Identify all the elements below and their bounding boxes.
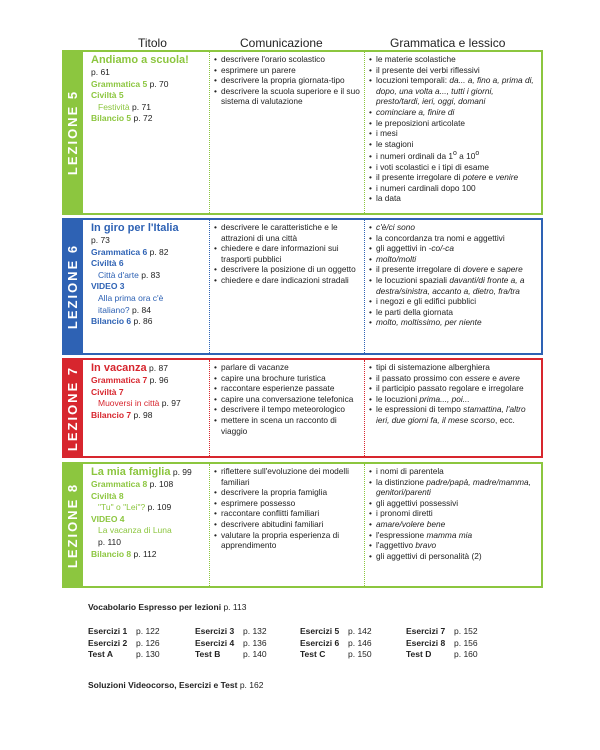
- list-item: • c'è/ci sono: [369, 222, 538, 233]
- civilta-7-subtitle: Muoversi in città: [98, 398, 160, 409]
- list-item: • raccontare esperienze passate: [214, 383, 361, 394]
- grammatica-7-link[interactable]: Grammatica 7: [91, 375, 148, 385]
- list-item: • i nomi di parentela: [369, 466, 538, 477]
- lesson-6-box: [63, 218, 543, 355]
- list-item: • raccontare conflitti familiari: [214, 508, 361, 519]
- list-item: • il presente dei verbi riflessivi: [369, 65, 538, 76]
- list-item: • descrivere abitudini familiari: [214, 519, 361, 530]
- list-item: • amare/volere bene: [369, 519, 538, 530]
- lesson-6-grammar: [364, 220, 541, 353]
- lesson-6-title[interactable]: In giro per l'Italia: [91, 222, 179, 234]
- list-item: • l'aggettivo bravo: [369, 540, 538, 551]
- exercise-link[interactable]: Esercizi 5 p. 142: [300, 626, 372, 636]
- exercise-link[interactable]: Test D p. 160: [406, 649, 478, 659]
- exercise-link[interactable]: Esercizi 7 p. 152: [406, 626, 478, 636]
- bilancio-6-link[interactable]: Bilancio 6: [91, 316, 132, 327]
- lesson-7-title-page: p. 87: [149, 363, 168, 373]
- lesson-7-box: [63, 358, 543, 458]
- lesson-5-tab: LEZIONE 5: [62, 50, 83, 215]
- civilta-5-link[interactable]: Civiltà 5: [91, 90, 124, 101]
- video-4-link[interactable]: VIDEO 4: [91, 513, 125, 524]
- lesson-7-title-column: [91, 361, 209, 421]
- grammatica-7-page: p. 96: [149, 375, 169, 385]
- lesson-5-title-column: [91, 53, 209, 125]
- lesson-5-grammar: [364, 52, 541, 213]
- grammatica-6-page: p. 82: [149, 246, 169, 257]
- header-grammar: Grammatica e lessico: [390, 36, 506, 50]
- exercise-link[interactable]: Test C p. 150: [300, 649, 372, 659]
- list-item: • i pronomi diretti: [369, 508, 538, 519]
- civilta-6-link[interactable]: Civiltà 6: [91, 258, 124, 269]
- lesson-6-title-column: [91, 221, 209, 328]
- exercise-link[interactable]: Test A p. 130: [88, 649, 160, 659]
- lesson-7-tab: LEZIONE 7: [62, 358, 83, 458]
- list-item: • capire una brochure turistica: [214, 373, 361, 384]
- video-4-page: p. 110: [98, 536, 122, 547]
- lesson-5-title[interactable]: Andiamo a scuola!: [91, 54, 189, 66]
- video-3-link[interactable]: VIDEO 3: [91, 281, 125, 292]
- bilancio-5-link[interactable]: Bilancio 5: [91, 113, 132, 124]
- list-item: • l'espressione mamma mia: [369, 530, 538, 541]
- list-item: • descrivere le caratteristiche e le attrazioni di una città: [214, 222, 361, 243]
- civilta-7-page: p. 97: [161, 398, 181, 409]
- list-item: • gli aggettivi possessivi: [369, 498, 538, 509]
- list-item: • parlare di vacanze: [214, 362, 361, 373]
- lesson-5-communication: [209, 52, 364, 213]
- list-item: • valutare la propria esperienza di apprendimento: [214, 530, 361, 551]
- list-item: • i negozi e gli edifici pubblici: [369, 296, 538, 307]
- soluzioni-line[interactable]: Soluzioni Videocorso, Esercizi e Test p. 162: [88, 680, 264, 690]
- exercise-link[interactable]: Esercizi 8 p. 156: [406, 637, 478, 648]
- list-item: • le parti della giornata: [369, 307, 538, 318]
- lesson-5-title-page: p. 61: [91, 67, 110, 77]
- list-item: • le locuzioni prima..., poi...: [369, 394, 538, 405]
- list-item: • le locuzioni spaziali davanti/di fronte a, a destra/sinistra, accanto a, dietro, fra/tra: [369, 275, 538, 296]
- video-4-subtitle: La vacanza di Luna: [98, 525, 172, 536]
- lesson-5-box: [63, 50, 543, 215]
- list-item: • le stagioni: [369, 139, 538, 150]
- list-item: • capire una conversazione telefonica: [214, 394, 361, 405]
- lesson-6-communication: [209, 220, 364, 353]
- header-communication: Comunicazione: [240, 36, 323, 50]
- civilta-5-page: p. 71: [132, 101, 151, 112]
- bilancio-7-page: p. 98: [133, 409, 153, 420]
- list-item: • i mesi: [369, 128, 538, 139]
- list-item: • le preposizioni articolate: [369, 118, 538, 129]
- lesson-6-title-page: p. 73: [91, 235, 110, 245]
- lesson-7-title[interactable]: In vacanza: [91, 362, 147, 374]
- civilta-6-subtitle: Città d'arte: [98, 269, 139, 280]
- list-item: • il presente irregolare di dovere e sapere: [369, 264, 538, 275]
- list-item: • descrivere la posizione di un oggetto: [214, 264, 361, 275]
- bilancio-6-page: p. 86: [133, 316, 153, 327]
- civilta-8-subtitle: "Tu" o "Lei"?: [98, 502, 146, 513]
- bilancio-8-page: p. 112: [133, 548, 157, 559]
- lesson-8-title-page: p. 99: [172, 467, 192, 477]
- lesson-6-tab: LEZIONE 6: [62, 218, 83, 355]
- list-item: • gli aggettivi in -co/-ca: [369, 243, 538, 254]
- list-item: • i numeri cardinali dopo 100: [369, 183, 538, 194]
- grammatica-5-link[interactable]: Grammatica 5: [91, 78, 148, 89]
- civilta-6-page: p. 83: [141, 269, 161, 280]
- list-item: • le espressioni di tempo stamattina, l'altro ieri, due giorni fa, il mese scorso, ecc.: [369, 404, 538, 425]
- grammatica-6-link[interactable]: Grammatica 6: [91, 246, 148, 257]
- exercise-link[interactable]: Esercizi 6 p. 146: [300, 637, 372, 648]
- lesson-8-box: [63, 462, 543, 588]
- civilta-8-link[interactable]: Civiltà 8: [91, 490, 124, 501]
- civilta-7-link[interactable]: Civiltà 7: [91, 386, 124, 397]
- video-3-subtitle-2: italiano?: [98, 304, 130, 315]
- vocabolario-line[interactable]: Vocabolario Espresso per lezioni p. 113: [88, 602, 247, 612]
- list-item: • molto/molti: [369, 254, 538, 265]
- list-item: • descrivere la propria giornata-tipo: [214, 75, 361, 86]
- lesson-8-communication: [209, 464, 364, 586]
- exercise-link[interactable]: Esercizi 4 p. 136: [195, 637, 267, 648]
- header-title: Titolo: [138, 36, 167, 50]
- civilta-5-subtitle: Festività: [98, 101, 130, 112]
- list-item: • i numeri ordinali da 1$^o$ a 10$^o$: [369, 149, 538, 161]
- lesson-8-grammar: [364, 464, 541, 586]
- exercise-link[interactable]: Esercizi 3 p. 132: [195, 626, 267, 636]
- lesson-8-title[interactable]: La mia famiglia: [91, 466, 171, 478]
- list-item: • gli aggettivi di personalità (2): [369, 551, 538, 562]
- exercise-link[interactable]: Test B p. 140: [195, 649, 267, 659]
- video-3-page: p. 84: [132, 304, 151, 315]
- grammatica-8-page: p. 108: [149, 479, 174, 489]
- list-item: • mettere in scena un racconto di viaggio: [214, 415, 361, 436]
- bilancio-7-link[interactable]: Bilancio 7: [91, 409, 132, 420]
- list-item: • esprimere un parere: [214, 65, 361, 76]
- bilancio-5-page: p. 72: [133, 113, 153, 124]
- lesson-7-communication: [209, 360, 364, 456]
- list-item: • la concordanza tra nomi e aggettivi: [369, 233, 538, 244]
- list-item: • chiedere e dare informazioni sui trasporti pubblici: [214, 243, 361, 264]
- list-item: • molto, moltissimo, per niente: [369, 317, 538, 328]
- list-item: • descrivere la scuola superiore e il suo sistema di valutazione: [214, 86, 361, 107]
- lesson-8-tab: LEZIONE 8: [62, 462, 83, 588]
- bilancio-8-link[interactable]: Bilancio 8: [91, 548, 132, 559]
- list-item: • esprimere possesso: [214, 498, 361, 509]
- exercise-link[interactable]: Esercizi 2 p. 126: [88, 637, 160, 648]
- civilta-8-page: p. 109: [147, 502, 172, 513]
- list-item: • riflettere sull'evoluzione dei modelli familiari: [214, 466, 361, 487]
- list-item: • cominciare a, finire di: [369, 107, 538, 118]
- list-item: • descrivere la propria famiglia: [214, 487, 361, 498]
- exercise-link[interactable]: Esercizi 1 p. 122: [88, 626, 160, 636]
- video-3-subtitle: Alla prima ora c'è: [98, 292, 164, 303]
- lesson-8-title-column: [91, 465, 209, 560]
- exercises-col-2: [195, 626, 267, 661]
- list-item: • descrivere il tempo meteorologico: [214, 404, 361, 415]
- grammatica-5-page: p. 70: [149, 78, 169, 89]
- list-item: • la distinzione padre/papà, madre/mamma, genitori/parenti: [369, 477, 538, 498]
- list-item: • il participio passato regolare e irregolare: [369, 383, 538, 394]
- exercises-col-4: [406, 626, 478, 661]
- exercises-col-1: [88, 626, 160, 661]
- list-item: • la data: [369, 193, 538, 204]
- list-item: • tipi di sistemazione alberghiera: [369, 362, 538, 373]
- list-item: • il presente irregolare di potere e venire: [369, 172, 538, 183]
- list-item: • il passato prossimo con essere e avere: [369, 373, 538, 384]
- grammatica-8-link[interactable]: Grammatica 8: [91, 479, 148, 489]
- list-item: • descrivere l'orario scolastico: [214, 54, 361, 65]
- list-item: • chiedere e dare indicazioni stradali: [214, 275, 361, 286]
- exercises-col-3: [300, 626, 372, 661]
- list-item: • le materie scolastiche: [369, 54, 538, 65]
- list-item: • locuzioni temporali: da... a, fino a, prima di, dopo, una volta a..., tutti i giorni, presto/tardi, ieri, oggi, domani: [369, 75, 538, 107]
- list-item: • i voti scolastici e i tipi di esame: [369, 162, 538, 173]
- lesson-7-grammar: [364, 360, 541, 456]
